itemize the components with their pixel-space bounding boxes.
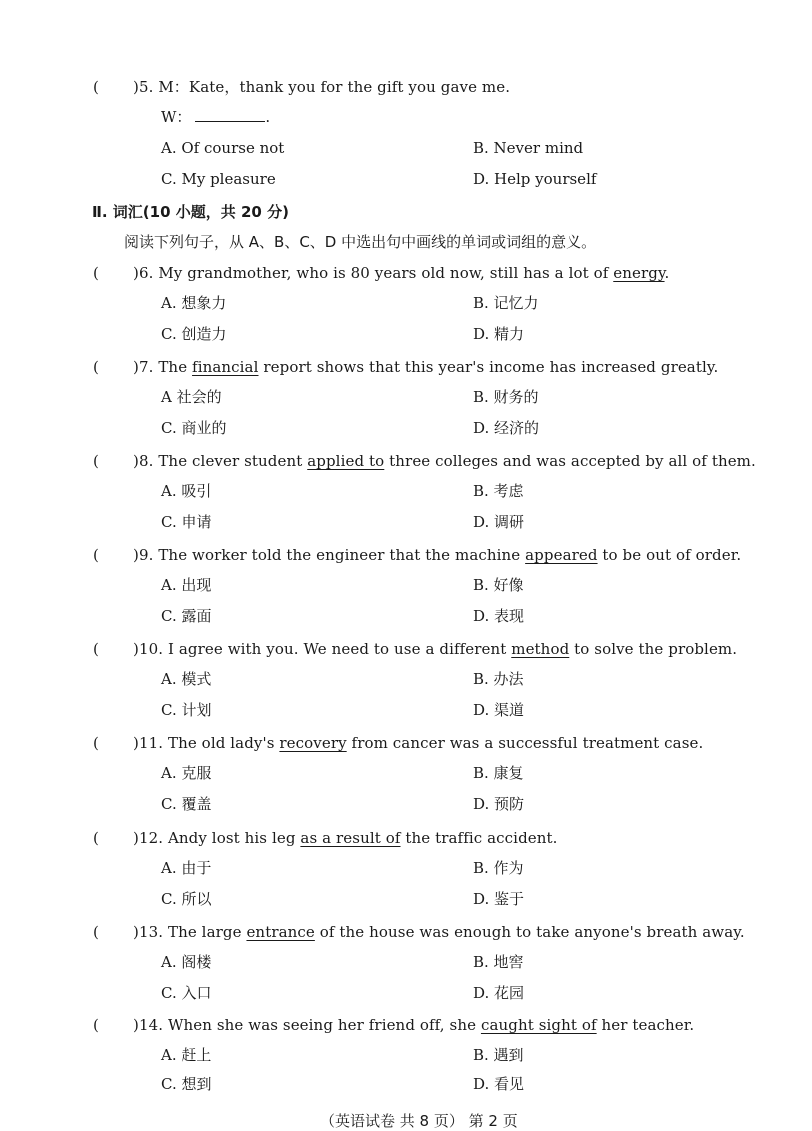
dialog-reply-line: [161, 106, 270, 128]
answer-paren: (: [93, 264, 99, 282]
option-a: A 社会的: [161, 388, 222, 406]
option-a: A. 克服: [161, 764, 212, 782]
option-c: C. 所以: [161, 890, 212, 908]
answer-paren: (: [93, 358, 99, 376]
option-c: C. 覆盖: [161, 795, 212, 813]
question-stem: [93, 920, 745, 944]
stem-pre: )12. Andy lost his leg: [133, 829, 301, 847]
answer-paren: (: [93, 829, 99, 847]
question-12: [0, 826, 812, 916]
stem-pre: )6. My grandmother, who is 80 years old now, still has a lot of: [133, 264, 614, 282]
question-6: [0, 261, 812, 351]
option-c: C. 想到: [161, 1075, 212, 1093]
answer-paren: (: [93, 1016, 99, 1034]
option-a: A. 阁楼: [161, 953, 212, 971]
stem-post: of the house was enough to take anyone's breath away.: [314, 923, 745, 941]
option-d: D. 精力: [473, 325, 525, 343]
option-b: B. 地窖: [473, 953, 524, 971]
question-14: [0, 1013, 812, 1103]
option-d: D. 渠道: [473, 701, 525, 719]
option-d: D. Help yourself: [473, 170, 597, 188]
option-d: D. 调研: [473, 513, 525, 531]
option-a: A. 出现: [161, 576, 212, 594]
underlined-word: appeared: [525, 546, 598, 564]
stem-post: from cancer was a successful treatment case.: [346, 734, 704, 752]
answer-paren: (: [93, 78, 99, 96]
page-footer: （英语试卷 共 8 页） 第 2 页: [320, 1112, 518, 1130]
question-stem: [93, 355, 718, 379]
option-b: B. 财务的: [473, 388, 539, 406]
section-instruction: 阅读下列句子，从 A、B、C、D 中选出句中画线的单词或词组的意义。: [124, 233, 597, 251]
stem-post: the traffic accident.: [400, 829, 558, 847]
stem-post: her teacher.: [596, 1016, 695, 1034]
option-a: A. Of course not: [161, 139, 285, 157]
option-b: B. 办法: [473, 670, 524, 688]
question-stem: [93, 731, 703, 755]
stem-pre: )13. The large: [133, 923, 247, 941]
question-5: [0, 75, 812, 195]
option-c: C. My pleasure: [161, 170, 276, 188]
answer-blank: [195, 106, 265, 122]
question-stem: [93, 637, 737, 661]
question-7: [0, 355, 812, 445]
underlined-word: recovery: [279, 734, 347, 752]
option-a: A. 由于: [161, 859, 212, 877]
answer-paren: (: [93, 734, 99, 752]
stem-post: to solve the problem.: [569, 640, 738, 658]
option-d: D. 表现: [473, 607, 525, 625]
underlined-word: applied to: [307, 452, 385, 470]
option-a: A. 模式: [161, 670, 212, 688]
option-a: A. 赶上: [161, 1046, 212, 1064]
reply-end: .: [265, 108, 271, 126]
option-b: B. 作为: [473, 859, 524, 877]
question-stem: [93, 543, 741, 567]
stem-pre: )7. The: [133, 358, 193, 376]
option-b: B. 康复: [473, 764, 524, 782]
option-b: B. 好像: [473, 576, 524, 594]
question-13: [0, 920, 812, 1010]
stem-pre: )10. I agree with you. We need to use a different: [133, 640, 512, 658]
option-c: C. 露面: [161, 607, 212, 625]
option-d: D. 看见: [473, 1075, 525, 1093]
stem-post: .: [664, 264, 670, 282]
option-c: C. 商业的: [161, 419, 227, 437]
option-b: B. 考虑: [473, 482, 524, 500]
stem-post: to be out of order.: [597, 546, 742, 564]
stem-text: )5. M：Kate，thank you for the gift you gave me.: [133, 78, 511, 96]
option-b: B. Never mind: [473, 139, 584, 157]
stem-post: report shows that this year's income has increased greatly.: [258, 358, 719, 376]
underlined-word: method: [511, 640, 570, 658]
stem-post: three colleges and was accepted by all of them.: [384, 452, 756, 470]
question-8: [0, 449, 812, 539]
stem-pre: )8. The clever student: [133, 452, 308, 470]
option-c: C. 申请: [161, 513, 212, 531]
option-b: B. 记忆力: [473, 294, 539, 312]
answer-paren: (: [93, 546, 99, 564]
answer-paren: (: [93, 640, 99, 658]
question-stem: [93, 826, 558, 850]
question-9: [0, 543, 812, 633]
answer-paren: (: [93, 452, 99, 470]
question-stem: [93, 261, 669, 285]
question-stem: [93, 1013, 694, 1037]
stem-pre: )11. The old lady's: [133, 734, 280, 752]
option-a: A. 想象力: [161, 294, 227, 312]
option-d: D. 预防: [473, 795, 525, 813]
section-title: Ⅱ. 词汇(10 小题，共 20 分): [92, 203, 289, 221]
question-stem: [93, 75, 510, 99]
question-10: [0, 637, 812, 727]
option-c: C. 入口: [161, 984, 212, 1002]
option-c: C. 计划: [161, 701, 212, 719]
underlined-word: caught sight of: [480, 1016, 597, 1034]
option-b: B. 遇到: [473, 1046, 524, 1064]
question-stem: [93, 449, 756, 473]
underlined-word: financial: [192, 358, 259, 376]
answer-paren: (: [93, 923, 99, 941]
option-d: D. 花园: [473, 984, 525, 1002]
stem-pre: )9. The worker told the engineer that the machine: [133, 546, 526, 564]
option-c: C. 创造力: [161, 325, 227, 343]
underlined-word: energy: [613, 264, 665, 282]
option-d: D. 经济的: [473, 419, 540, 437]
underlined-word: as a result of: [300, 829, 401, 847]
reply-speaker: W：: [161, 108, 192, 126]
underlined-word: entrance: [246, 923, 315, 941]
question-11: [0, 731, 812, 821]
option-a: A. 吸引: [161, 482, 212, 500]
stem-pre: )14. When she was seeing her friend off, she: [133, 1016, 481, 1034]
option-d: D. 鉴于: [473, 890, 525, 908]
